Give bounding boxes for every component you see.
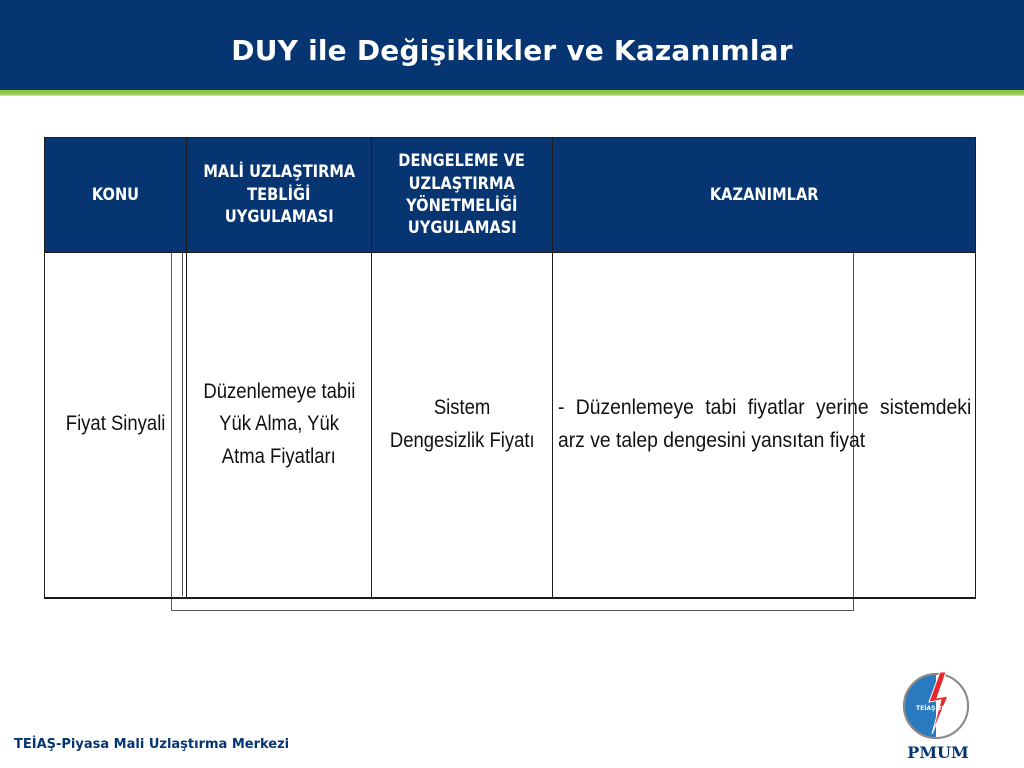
cell-mali-line-1: Düzenlemeye tabii — [202, 379, 356, 403]
header-mali-line-2: TEBLİĞİ — [247, 184, 311, 205]
header-dengeleme-line-3: YÖNETMELİĞİ — [406, 196, 518, 216]
header-kazanimlar-line: KAZANIMLAR — [709, 184, 819, 205]
header-mali-line-3: UYGULAMASI — [224, 207, 334, 228]
header-dengeleme-line-4: UYGULAMASI — [407, 218, 517, 239]
header-mali-line-1: MALİ UZLAŞTIRMA — [203, 162, 355, 183]
cell-mali-line-2: Yük Alma, Yük — [219, 412, 339, 436]
header-kazanimlar — [553, 138, 976, 253]
header-konu — [45, 138, 187, 253]
pmum-logo — [896, 668, 980, 762]
cell-dengeleme — [372, 253, 553, 598]
logo-label: PMUM — [907, 743, 969, 762]
header-konu-line: KONU — [91, 184, 140, 205]
header-accent-stripe — [0, 90, 1024, 96]
comparison-table — [44, 137, 976, 599]
cell-kazanim-text: - Düzenlemeye tabi fiyatlar yerine sistemdeki arz ve talep dengesini yansıtan fiyat — [558, 396, 972, 452]
logo-seal-text: TEİAŞ 2001 — [916, 705, 955, 712]
slide-title: DUY ile Değişiklikler ve Kazanımlar — [231, 34, 793, 67]
header-dengeleme-line-1: DENGELEME VE — [398, 151, 526, 172]
pmum-logo-graphic — [896, 668, 980, 762]
cell-mali-line-3: Atma Fiyatları — [222, 445, 336, 469]
header-dengeleme — [372, 138, 553, 253]
cell-konu-text: Fiyat Sinyali — [65, 412, 166, 436]
cell-dengeleme-line-1: Sistem — [433, 396, 491, 420]
table-header-row — [45, 138, 976, 253]
footer-organization: TEİAŞ-Piyasa Mali Uzlaştırma Merkezi — [14, 737, 290, 752]
cell-mali — [187, 253, 372, 598]
header-mali-uzlastirma — [187, 138, 372, 253]
table-row — [45, 253, 976, 598]
cell-dengeleme-line-2: Dengesizlik Fiyatı — [389, 428, 535, 452]
title-bar — [0, 0, 1024, 90]
cell-konu — [45, 253, 187, 598]
header-dengeleme-line-2: UZLAŞTIRMA — [408, 173, 516, 194]
cell-kazanim — [553, 253, 976, 598]
